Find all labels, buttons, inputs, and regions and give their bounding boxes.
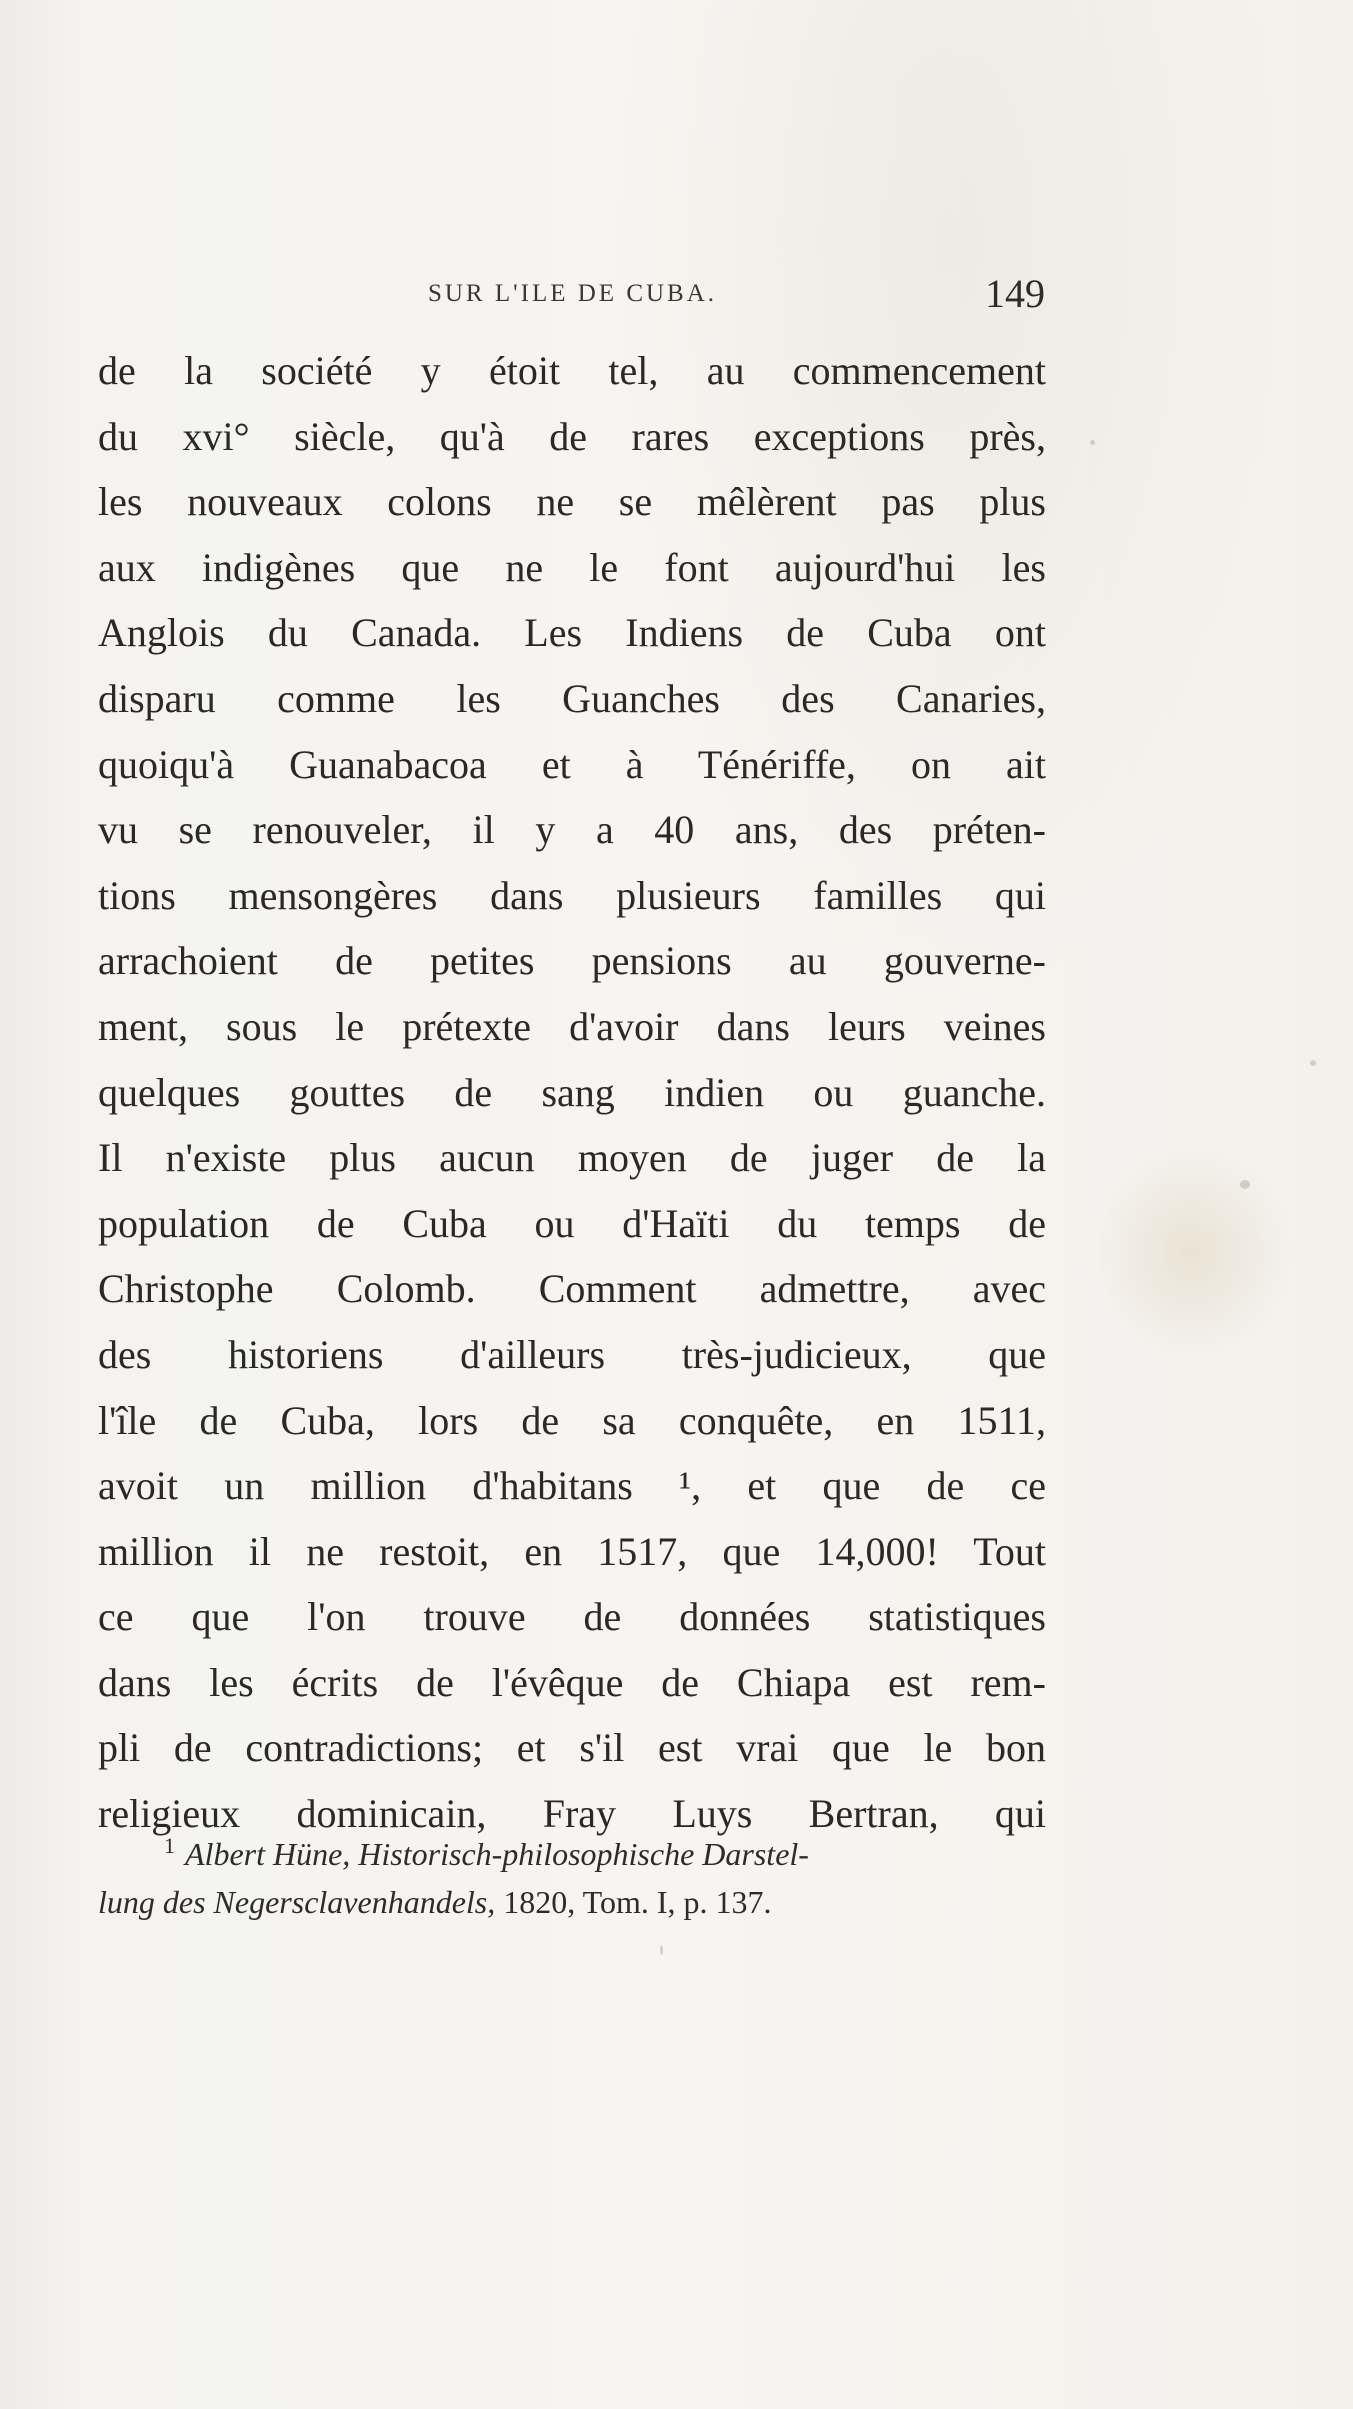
text-line: des historiens d'ailleurs très-judicieux, que	[98, 1331, 1046, 1377]
text-line: ment, sous le prétexte d'avoir dans leurs veines	[98, 1003, 1046, 1049]
footnote-line	[98, 1830, 1046, 1878]
running-title: SUR L'ILE DE CUBA.	[427, 280, 718, 307]
footnote-text: lung des Negersclavenhandels,	[98, 1884, 496, 1920]
text-line: Christophe Colomb. Comment admettre, avec	[98, 1266, 1046, 1312]
text-line: quoiqu'à Guanabacoa et à Ténériffe, on ait	[98, 741, 1046, 787]
paper-speck	[1310, 1060, 1316, 1066]
text-line: Il n'existe plus aucun moyen de juger de la	[98, 1135, 1046, 1181]
text-line: dans les écrits de l'évêque de Chiapa est rem-	[98, 1659, 1046, 1705]
text-line: l'île de Cuba, lors de sa conquête, en 1511,	[98, 1397, 1046, 1443]
text-line: avoit un million d'habitans ¹, et que de ce	[98, 1463, 1046, 1509]
paper-speck	[1240, 1180, 1250, 1189]
text-line: religieux dominicain, Fray Luys Bertran, qui	[98, 1791, 1046, 1837]
text-line: quelques gouttes de sang indien ou guanche.	[98, 1069, 1046, 1115]
text-line: du xvi° siècle, qu'à de rares exceptions près,	[98, 413, 1046, 459]
text-line: de la société y étoit tel, au commencement	[98, 348, 1046, 393]
text-line: vu se renouveler, il y a 40 ans, des préten-	[98, 807, 1046, 853]
footnote-marker: 1	[164, 1833, 175, 1859]
page-header	[100, 270, 1045, 326]
page-number: 149	[985, 271, 1045, 316]
text-line: population de Cuba ou d'Haïti du temps de	[98, 1200, 1046, 1246]
text-line: tions mensongères dans plusieurs familles qui	[98, 872, 1046, 918]
footnote	[98, 1830, 1046, 1926]
text-line: les nouveaux colons ne se mêlèrent pas plus	[98, 479, 1046, 525]
body-text	[98, 338, 1046, 1847]
paper-speck	[1090, 440, 1095, 445]
footnote-text: Albert Hüne, Historisch-philosophische Darstel-	[185, 1836, 809, 1872]
text-line: arrachoient de petites pensions au gouverne-	[98, 938, 1046, 984]
text-line: ce que l'on trouve de données statistiques	[98, 1594, 1046, 1640]
text-line: pli de contradictions; et s'il est vrai que le bon	[98, 1725, 1046, 1771]
footnote-citation: 1820, Tom. I, p. 137.	[495, 1884, 772, 1920]
text-line: disparu comme les Guanches des Canaries,	[98, 675, 1046, 721]
paper-speck	[660, 1945, 663, 1955]
text-line: aux indigènes que ne le font aujourd'hui les	[98, 544, 1046, 590]
footnote-line	[98, 1878, 1046, 1926]
text-line: Anglois du Canada. Les Indiens de Cuba ont	[98, 610, 1046, 656]
text-line: million il ne restoit, en 1517, que 14,000! Tout	[98, 1528, 1046, 1574]
